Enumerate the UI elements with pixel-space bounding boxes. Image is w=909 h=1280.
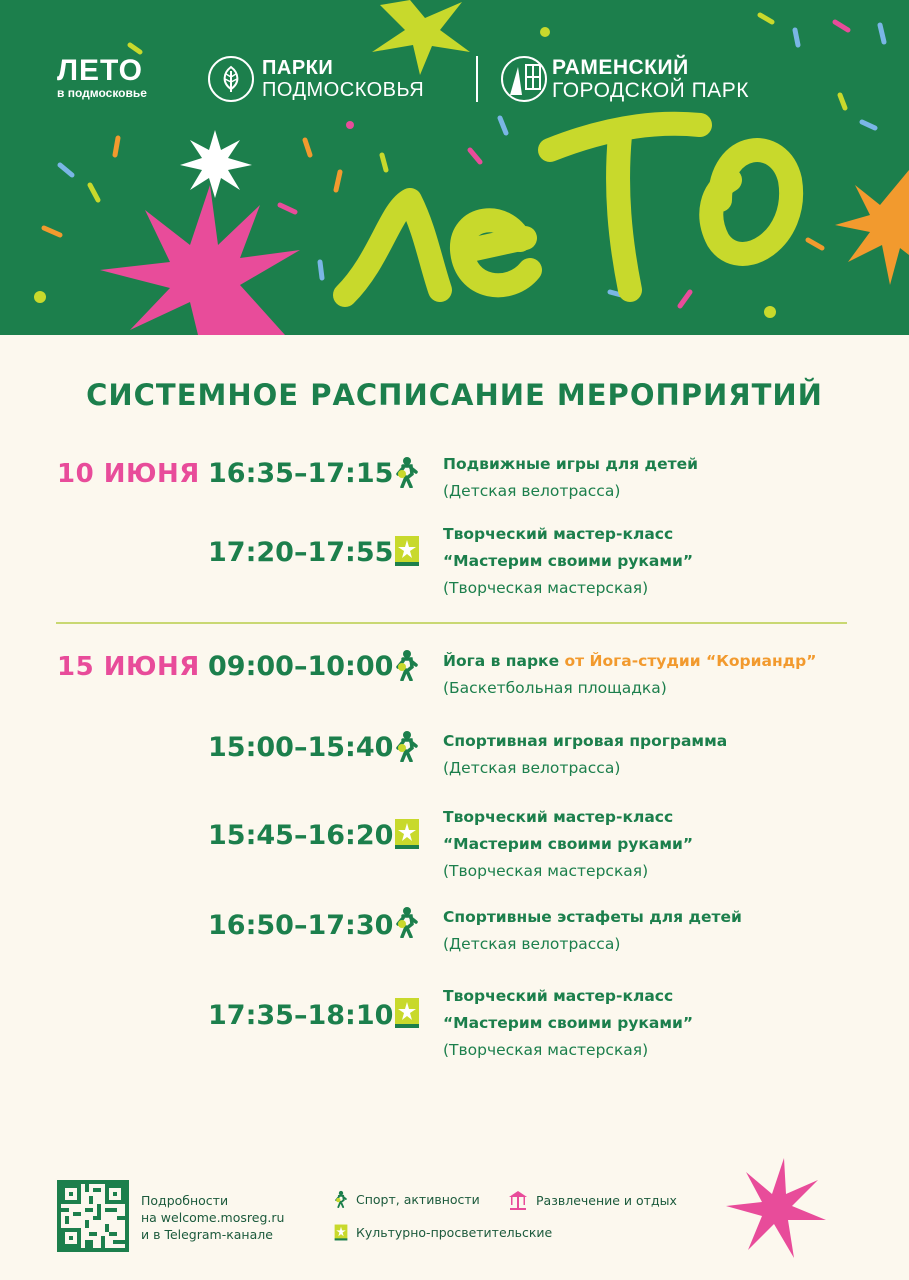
legend-culture-label: Культурно-просветительские: [356, 1225, 553, 1240]
sport-icon: [394, 456, 420, 488]
logo-leto: [57, 56, 147, 100]
park-emblem-icon: [500, 55, 548, 103]
culture-icon: [334, 1224, 348, 1241]
logo-parks-line1: ПАРКИ: [262, 57, 334, 79]
culture-icon: [394, 535, 420, 567]
legend-culture: [334, 1224, 552, 1241]
sport-icon: [394, 649, 420, 681]
decorative-background: [0, 0, 909, 335]
event-name: Спортивные эстафеты для детей: [443, 908, 742, 926]
legend-sport: [334, 1190, 480, 1208]
hero-word-leto: [345, 124, 791, 295]
day-date: 10 ИЮНЯ: [57, 459, 200, 489]
event-time: 09:00–10:00: [208, 651, 394, 682]
event-place: (Творческая мастерская): [443, 579, 649, 597]
logo-leto-subtitle: в подмосковье: [57, 86, 147, 100]
event-name: Спортивная игровая программа: [443, 732, 728, 750]
event-place: (Детская велотрасса): [443, 935, 621, 953]
logo-parks-line2: ПОДМОСКОВЬЯ: [262, 79, 425, 101]
logo-divider: [476, 56, 478, 102]
event-name-line2: “Мастерим своими руками”: [443, 1014, 694, 1032]
white-star-icon: [180, 130, 252, 198]
event-time: 16:35–17:15: [208, 458, 394, 489]
leaf-icon: [208, 56, 254, 102]
legend-fun-label: Развлечение и отдых: [536, 1192, 677, 1208]
carousel-icon: [508, 1190, 528, 1210]
qr-code[interactable]: [57, 1180, 129, 1252]
event-place: (Творческая мастерская): [443, 862, 649, 880]
event-name: Творческий мастер-класс: [443, 987, 674, 1005]
event-name-line2: “Мастерим своими руками”: [443, 835, 694, 853]
event-name-main: Йога в парке: [443, 652, 560, 670]
event-sponsor: от Йога-студии “Кориандр”: [564, 652, 817, 670]
culture-icon: [394, 997, 420, 1029]
culture-icon: [394, 818, 420, 850]
event-time: 15:00–15:40: [208, 732, 394, 763]
event-name: Творческий мастер-класс: [443, 525, 674, 543]
legend-fun: [508, 1190, 677, 1210]
event-place: (Творческая мастерская): [443, 1041, 649, 1059]
day-date: 15 ИЮНЯ: [57, 652, 200, 682]
event-name: Подвижные игры для детей: [443, 455, 698, 473]
more-info-line: на welcome.mosreg.ru: [141, 1210, 285, 1225]
footer: [0, 1170, 909, 1280]
page-title: СИСТЕМНОЕ РАСПИСАНИЕ МЕРОПРИЯТИЙ: [86, 378, 823, 412]
pink-star-icon: [100, 185, 300, 335]
sport-icon: [394, 906, 420, 938]
event-time: 16:50–17:30: [208, 910, 394, 941]
sport-icon: [334, 1190, 348, 1208]
more-info-line: и в Telegram-канале: [141, 1227, 273, 1242]
event-time: 15:45–16:20: [208, 820, 394, 851]
orange-star-icon: [835, 170, 909, 285]
event-place: (Детская велотрасса): [443, 482, 621, 500]
day-divider: [56, 622, 847, 624]
legend-sport-label: Спорт, активности: [356, 1191, 480, 1207]
event-time: 17:35–18:10: [208, 1000, 394, 1031]
logo-leto-title: ЛЕТО: [57, 54, 143, 87]
event-name: [443, 648, 903, 675]
more-info-text: [141, 1192, 284, 1243]
event-name-line2: “Мастерим своими руками”: [443, 552, 694, 570]
logo-ramenskiy-park: [500, 55, 749, 103]
logo-park-line1: РАМЕНСКИЙ: [552, 56, 689, 79]
event-place: (Детская велотрасса): [443, 759, 621, 777]
sport-icon: [394, 730, 420, 762]
header-banner: [0, 0, 909, 335]
logo-park-line2: ГОРОДСКОЙ ПАРК: [552, 79, 749, 102]
pink-star-icon: [726, 1158, 826, 1258]
logo-parks-podmoskovya: [208, 56, 424, 102]
event-time: 17:20–17:55: [208, 537, 394, 568]
event-place: (Баскетбольная площадка): [443, 679, 667, 697]
more-info-line: Подробности: [141, 1193, 229, 1208]
event-name: Творческий мастер-класс: [443, 808, 674, 826]
